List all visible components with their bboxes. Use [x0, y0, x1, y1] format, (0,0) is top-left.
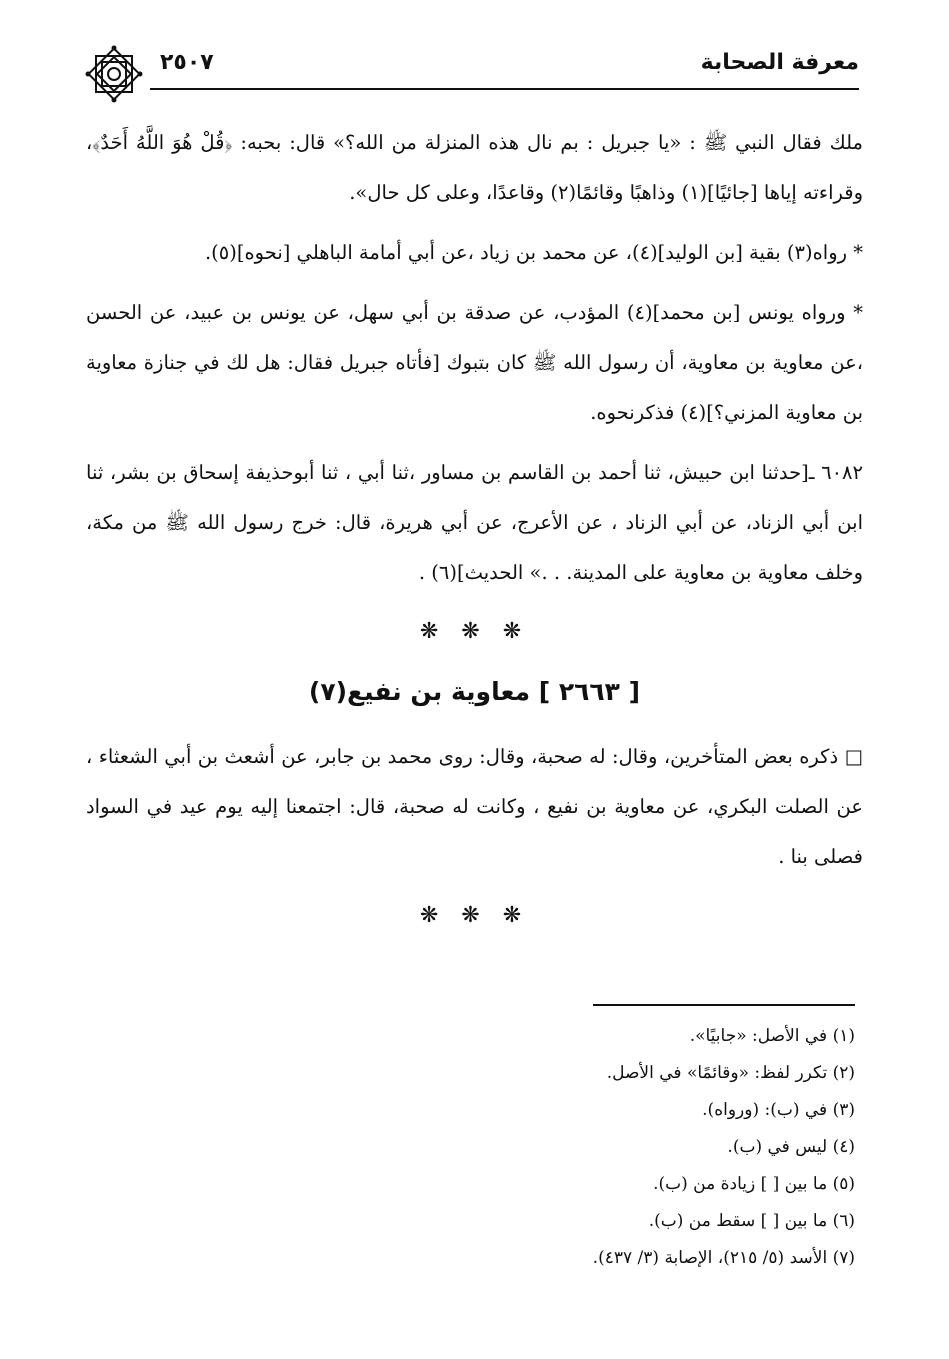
paragraph-entry-text: □ ذكره بعض المتأخرين، وقال: له صحبة، وقال: روى محمد بن جابر، عن أشعث بن أبي الشعثاء ، عن الصلت البكري، عن معاوية بن نفيع ، وكانت له صحبة، قال: اجتمعنا إليه يوم عيد في السواد فصلى بنا . — [86, 745, 863, 868]
footnotes — [86, 1018, 855, 1277]
star-rosette-ornament-icon — [82, 42, 146, 106]
section-separator: ❋ ❋ ❋ — [419, 903, 530, 928]
paragraph-yunus-narration: * ورواه يونس [بن محمد](٤) المؤدب، عن صدقة بن أبي سهل، عن يونس بن عبيد، عن الحسن ،عن معاوية بن معاوية، أن رسول الله ﷺ كان بتبوك [فأتاه جبريل فقال: هل لك في جنازة معاوية بن معاوية المزني؟](٤) فذكرنحوه. — [86, 301, 863, 424]
footnote: (١) في الأصل: «جابيًا». — [689, 1026, 855, 1046]
footnote: (٢) تكرر لفظ: «وقائمًا» في الأصل. — [606, 1063, 855, 1083]
running-title: معرفة الصحابة — [700, 50, 859, 75]
paragraph-hadith-continuation: ملك فقال النبي ﷺ : «يا جبريل : بم نال هذه المنزلة من الله؟» قال: بحبه: ﴿قُلْ هُوَ اللَّهُ أَحَدٌ﴾، وقراءته إياها [جائيًا](١) وذاهبًا وقائمًا(٢) وقاعدًا، وعلى كل حال». — [86, 131, 863, 204]
entry-heading: [ ٢٦٦٣ ] معاوية بن نفيع(٧) — [308, 677, 641, 706]
page-header — [82, 48, 859, 88]
footnote: (٣) في (ب): (ورواه). — [702, 1100, 855, 1120]
footnote: (٥) ما بين [ ] زيادة من (ب). — [653, 1174, 855, 1194]
paragraph-hadith-6082: ٦٠٨٢ ـ[حدثنا ابن حبيش، ثنا أحمد بن القاسم بن مساور ،ثنا أبي ، ثنا أبوحذيفة إسحاق بن بشر، ثنا ابن أبي الزناد، عن أبي الزناد ، عن الأعرج، عن أبي هريرة، قال: خرج رسول الله ﷺ من مكة، وخلف معاوية بن معاوية على المدينة. . .» الحديث](٦) . — [86, 461, 863, 584]
footnote-rule — [593, 1004, 855, 1006]
header-rule — [150, 88, 859, 90]
footnote: (٤) ليس في (ب). — [727, 1137, 855, 1157]
footnote: (٧) الأسد (٥/ ٢١٥)، الإصابة (٣/ ٤٣٧). — [592, 1248, 855, 1268]
footnote: (٦) ما بين [ ] سقط من (ب). — [648, 1211, 855, 1231]
main-text — [86, 118, 863, 950]
page-number: ٢٥٠٧ — [160, 50, 214, 75]
paragraph-baqiyya-narration: * رواه(٣) بقية [بن الوليد](٤)، عن محمد بن زياد ،عن أبي أمامة الباهلي [نحوه](٥). — [204, 241, 863, 264]
section-separator: ❋ ❋ ❋ — [419, 619, 530, 644]
